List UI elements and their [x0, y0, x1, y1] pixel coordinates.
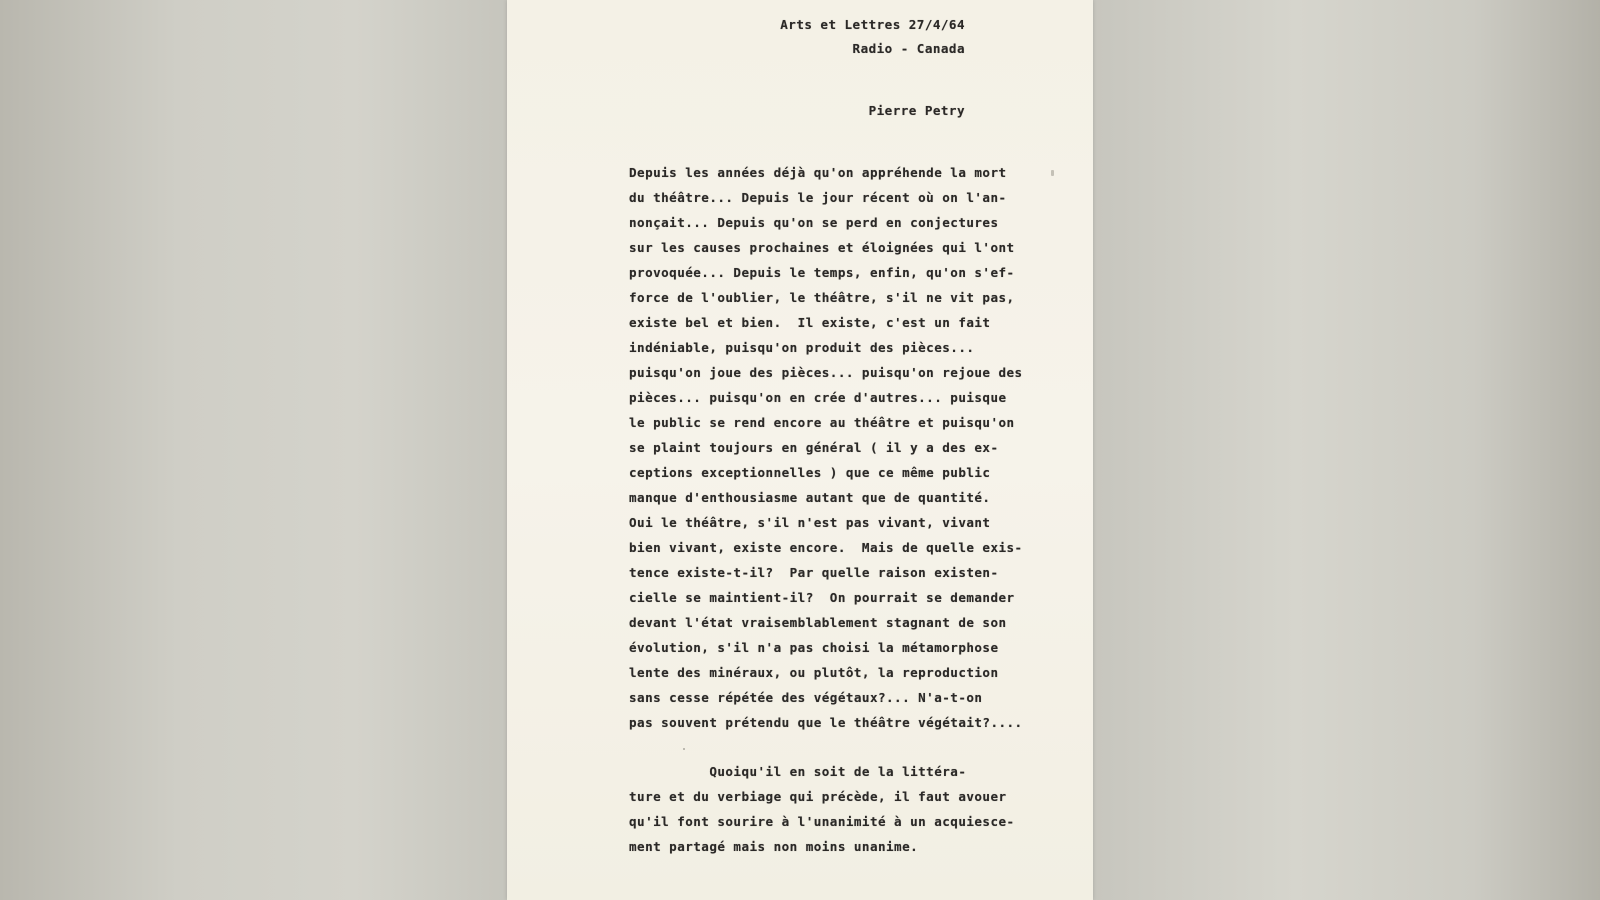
text-line: cielle se maintient-il? On pourrait se demander [629, 590, 1015, 605]
text-line: nonçait... Depuis qu'on se perd en conjectures [629, 215, 999, 230]
text-line: pièces... puisqu'on en crée d'autres... puisque [629, 390, 1007, 405]
text-line: bien vivant, existe encore. Mais de quelle exis- [629, 540, 1023, 555]
text-line: devant l'état vraisemblablement stagnant de son [629, 615, 1007, 630]
station-line: Radio - Canada [852, 41, 965, 56]
text-line: indéniable, puisqu'on produit des pièces... [629, 340, 975, 355]
paper-speck [683, 748, 685, 750]
text-line: ture et du verbiage qui précède, il faut avouer [629, 789, 1007, 804]
text-line: existe bel et bien. Il existe, c'est un fait [629, 315, 991, 330]
text-line: le public se rend encore au théâtre et puisqu'on [629, 415, 1015, 430]
typewritten-page [507, 0, 1093, 900]
text-line: évolution, s'il n'a pas choisi la métamorphose [629, 640, 999, 655]
text-line: provoquée... Depuis le temps, enfin, qu'on s'ef- [629, 265, 1015, 280]
text-line: puisqu'on joue des pièces... puisqu'on rejoue des [629, 365, 1023, 380]
text-line: tence existe-t-il? Par quelle raison existen- [629, 565, 999, 580]
text-line: Quoiqu'il en soit de la littéra- [629, 764, 967, 779]
text-line: du théâtre... Depuis le jour récent où on l'an- [629, 190, 1007, 205]
text-line: manque d'enthousiasme autant que de quantité. [629, 490, 991, 505]
text-line: pas souvent prétendu que le théâtre végétait?.... [629, 715, 1023, 730]
program-date-line: Arts et Lettres 27/4/64 [780, 17, 965, 32]
text-line: sans cesse répétée des végétaux?... N'a-t-on [629, 690, 983, 705]
text-line: se plaint toujours en général ( il y a des ex- [629, 440, 999, 455]
background-right [1093, 0, 1600, 900]
text-line: sur les causes prochaines et éloignées qui l'ont [629, 240, 1015, 255]
author-line: Pierre Petry [868, 103, 965, 118]
text-line: ment partagé mais non moins unanime. [629, 839, 919, 854]
text-line: force de l'oublier, le théâtre, s'il ne vit pas, [629, 290, 1015, 305]
text-line: lente des minéraux, ou plutôt, la reproduction [629, 665, 999, 680]
text-line: Depuis les années déjà qu'on appréhende la mort [629, 165, 1007, 180]
text-line: Oui le théâtre, s'il n'est pas vivant, vivant [629, 515, 991, 530]
text-line: qu'il font sourire à l'unanimité à un acquiesce- [629, 814, 1015, 829]
text-line: ceptions exceptionnelles ) que ce même public [629, 465, 991, 480]
paper-speck [1051, 170, 1054, 176]
background-left [0, 0, 507, 900]
